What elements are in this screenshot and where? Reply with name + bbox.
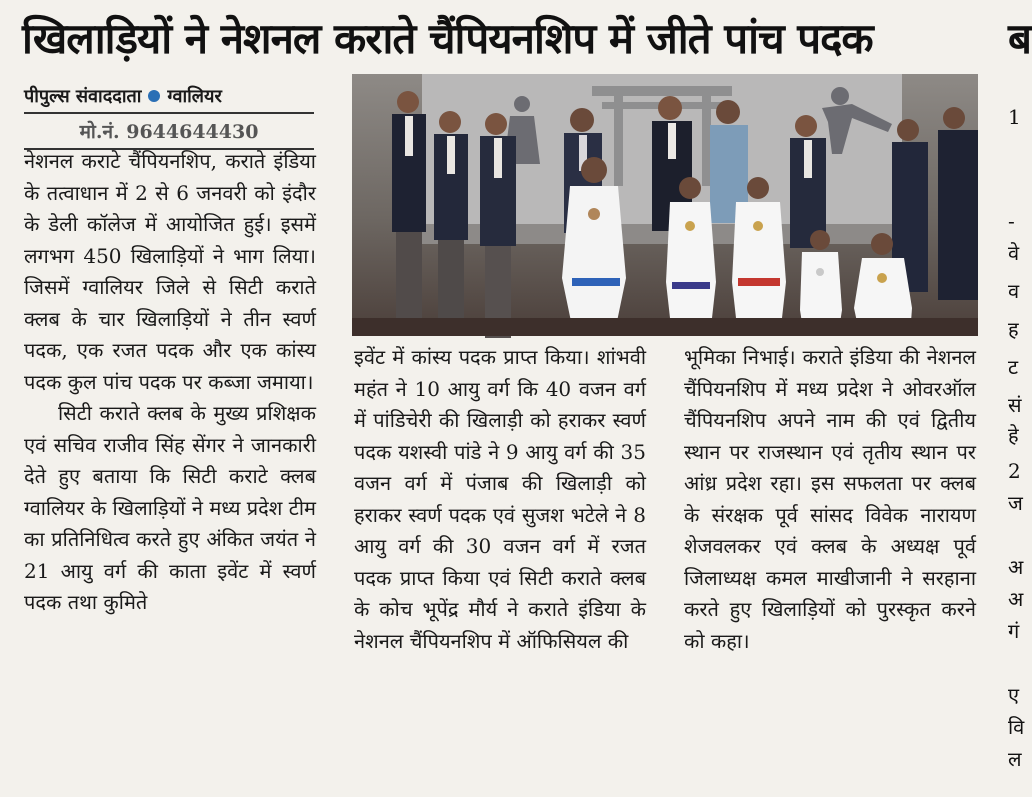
adjacent-article-edge: [1008, 0, 1032, 797]
article-column-3: [684, 342, 976, 736]
adjacent-line: गं: [1008, 619, 1020, 643]
adjacent-line: ल: [1008, 747, 1022, 771]
dateline-city: ग्वालियर: [167, 86, 222, 107]
adjacent-line: 1: [1008, 105, 1021, 129]
adjacent-line: ज: [1008, 491, 1023, 515]
article-paragraph: इवेंट में कांस्य पदक प्राप्त किया। शांभवी महंत ने 10 आयु वर्ग कि 40 वजन वर्ग में पांडिचेरी की खिलाड़ी को हराकर स्वर्ण पदक यशस्वी पांडे ने 9 आयु वर्ग की 35 वजन वर्ग में पंजाब की खिलाड़ी को हराकर स्वर्ण पदक एवं सुजश भटेले ने 8 आयु वर्ग की 30 वजन वर्ग में रजत पदक प्राप्त किया एवं सिटी कराते क्लब के कोच भूपेंद्र मौर्य ने कराते इंडिया के नेशनल चैंपियनशिप में ऑफिसियल की: [354, 345, 646, 653]
adjacent-line: वि: [1008, 715, 1025, 739]
reporter-mobile-number: मो.नं. 9644644430: [24, 118, 314, 150]
article-paragraph: भूमिका निभाई। कराते इंडिया की नेशनल चैंपियनशिप में मध्य प्रदेश ने ओवरऑल चैंपियनशिप अपने नाम की एवं द्वितीय स्थान पर राजस्थान एवं तृतीय स्थान पर आंध्र प्रदेश रहा। इस सफलता पर क्लब के संरक्षक पूर्व सांसद विवेक नारायण शेजवलकर एवं क्लब के अध्यक्ष पूर्व जिलाध्यक्ष कमल माखीजानी ने सरहाना करते हुए खिलाड़ियों को पुरस्कृत करने को कहा।: [684, 345, 976, 653]
adjacent-line: अ: [1008, 555, 1024, 579]
adjacent-line: हे: [1008, 423, 1019, 447]
adjacent-headline-fragment: ब: [1008, 14, 1032, 63]
article-paragraph: नेशनल कराटे चैंपियनशिप, कराते इंडिया के तत्वाधान में 2 से 6 जनवरी को इंदौर के डेली कॉलेज में आयोजित हुई। इसमें लगभग 450 खिलाड़ियों ने भाग लिया। जिसमें ग्वालियर जिले से सिटी कराते क्लब के चार खिलाड़ियों ने तीन स्वर्ण पदक, एक रजत पदक और एक कांस्य पदक कुल पांच पदक पर कब्जा जमाया।: [24, 149, 316, 394]
adjacent-line: -: [1008, 209, 1015, 233]
adjacent-line: अ: [1008, 587, 1024, 611]
article-column-1: [24, 146, 316, 736]
adjacent-line: ए: [1008, 683, 1020, 707]
adjacent-line: व: [1008, 279, 1020, 303]
byline: [24, 80, 314, 114]
bullet-dot-icon: [148, 90, 160, 102]
adjacent-line: ह: [1008, 317, 1019, 341]
adjacent-line: वे: [1008, 241, 1020, 265]
adjacent-line: ट: [1008, 355, 1019, 379]
award-group-photo-illustration: [352, 74, 978, 336]
headline: खिलाड़ियों ने नेशनल कराते चैंपियनशिप में जीते पांच पदक: [22, 14, 873, 63]
reporter-name: पीपुल्स संवाददाता: [24, 86, 142, 107]
article-column-2: [354, 342, 646, 736]
adjacent-line: 2: [1008, 459, 1021, 483]
article-paragraph: सिटी कराते क्लब के मुख्य प्रशिक्षक एवं सचिव राजीव सिंह सेंगर ने जानकारी देते हुए बताया कि सिटी कराटे क्लब ग्वालियर के खिलाड़ियों ने मध्य प्रदेश टीम का प्रतिनिधित्व करते हुए अंकित जयंत ने 21 आयु वर्ग की काता इवेंट में स्वर्ण पदक तथा कुमिते: [24, 401, 316, 614]
news-photo: [352, 74, 978, 336]
adjacent-line: सं: [1008, 393, 1022, 417]
